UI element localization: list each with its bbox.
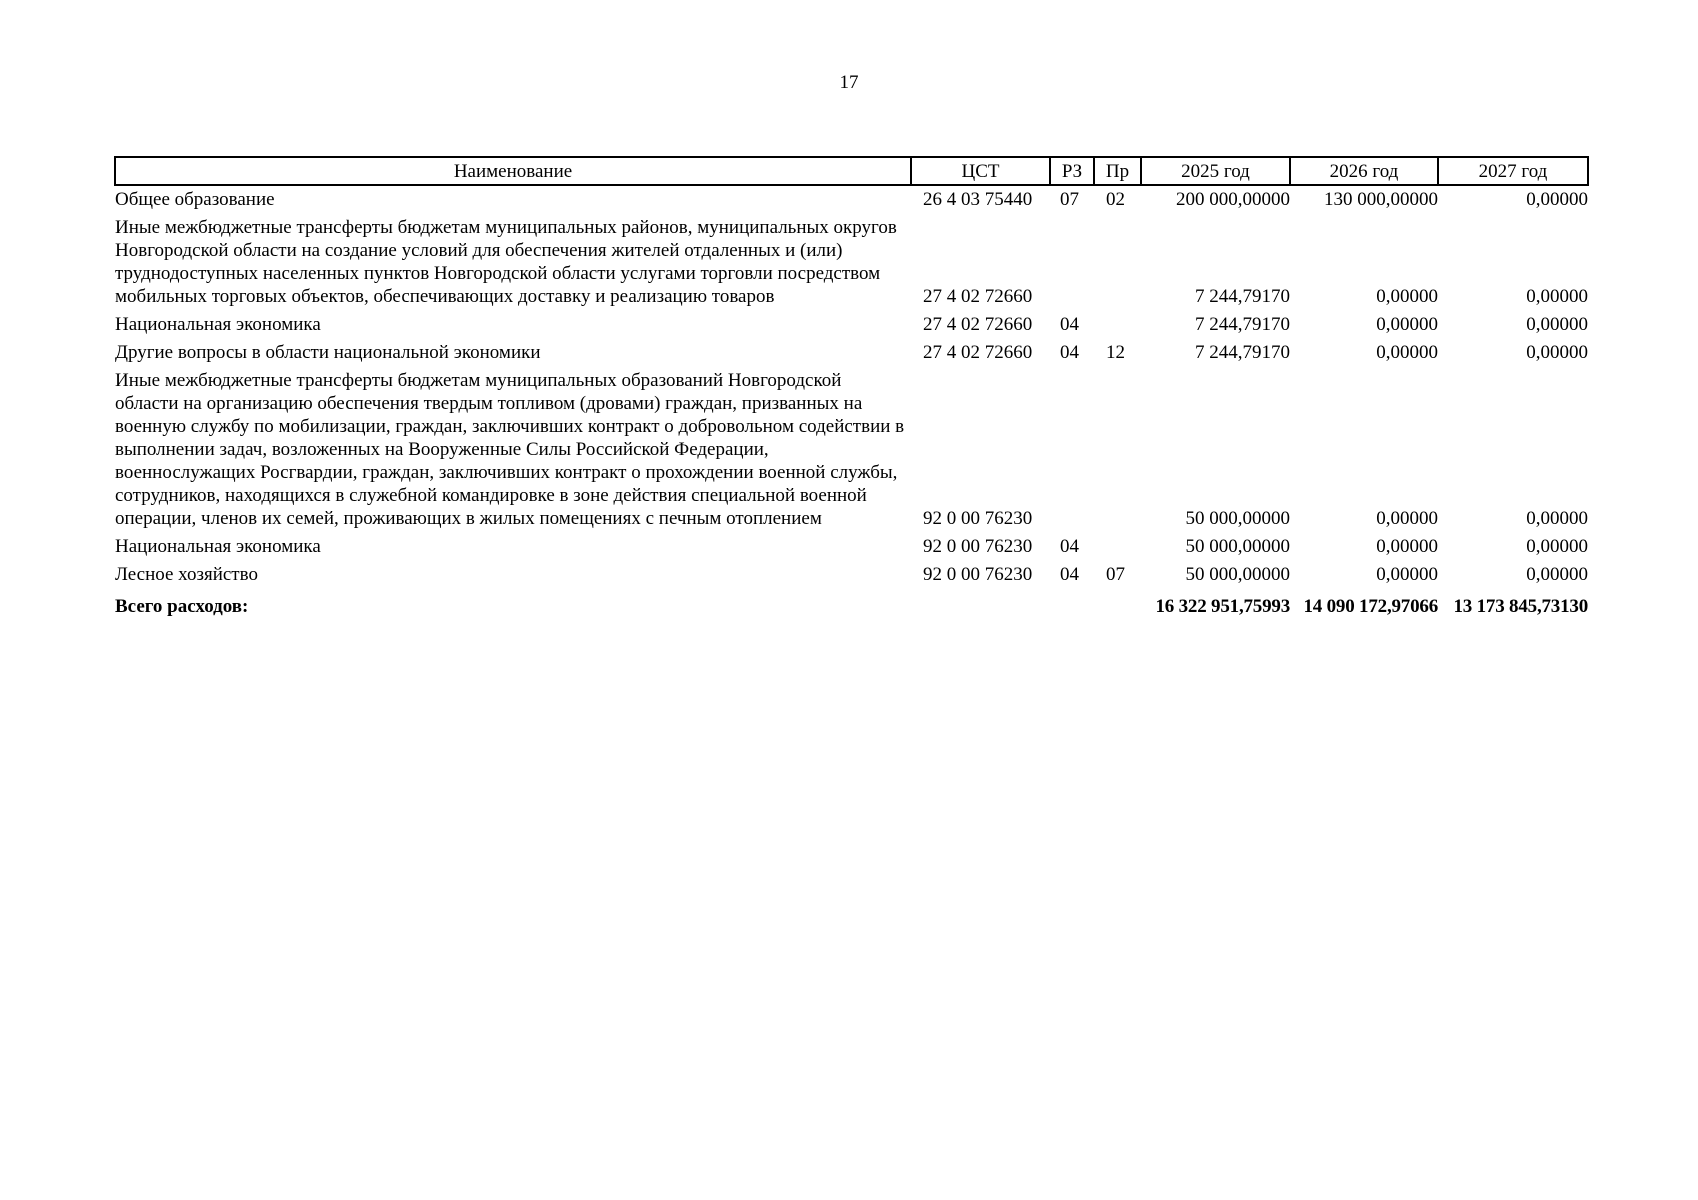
row-pr: [1094, 311, 1141, 339]
row-2025: 7 244,79170: [1195, 342, 1290, 363]
row-2027: 0,00000: [1526, 564, 1588, 585]
row-2026: 0,00000: [1376, 508, 1438, 529]
row-2027: 0,00000: [1526, 342, 1588, 363]
row-pr: [1094, 214, 1141, 311]
row-cst: 92 0 00 76230: [923, 508, 1033, 529]
row-name: Другие вопросы в области национальной экономики: [115, 342, 541, 363]
row-rz: 04: [1060, 536, 1079, 557]
total-pr-empty: [1094, 589, 1141, 618]
table-row: [115, 561, 1588, 589]
row-2025: 50 000,00000: [1185, 564, 1290, 585]
row-rz: 07: [1060, 189, 1079, 210]
table-row: [115, 214, 1588, 311]
row-rz: 04: [1060, 314, 1079, 335]
row-name: Иные межбюджетные трансферты бюджетам муниципальных районов, муниципальных округов Новгородской области на создание условий для обеспечения жителей отдаленных и (или) труднодоступных населенных пунктов Новгородской области услугами торговли посредством мобильных торговых объектов, обеспечивающих доставку и реализацию товаров: [115, 217, 897, 307]
table-row: [115, 185, 1588, 214]
row-2025: 200 000,00000: [1176, 189, 1290, 210]
total-2027: 13 173 845,73130: [1453, 596, 1588, 617]
row-2025: 7 244,79170: [1195, 286, 1290, 307]
table-row: [115, 533, 1588, 561]
row-rz: [1050, 214, 1094, 311]
row-2026: 0,00000: [1376, 342, 1438, 363]
table-row: [115, 339, 1588, 367]
row-2025: 50 000,00000: [1185, 536, 1290, 557]
row-cst: 27 4 02 72660: [923, 342, 1033, 363]
table-row: [115, 311, 1588, 339]
row-rz: 04: [1060, 342, 1079, 363]
table-row: [115, 367, 1588, 533]
row-pr: [1094, 533, 1141, 561]
row-2027: 0,00000: [1526, 314, 1588, 335]
table-header: [115, 157, 1588, 185]
row-pr: 12: [1106, 342, 1125, 363]
total-label: Всего расходов:: [115, 596, 249, 617]
total-2026: 14 090 172,97066: [1303, 596, 1438, 617]
row-cst: 92 0 00 76230: [923, 536, 1033, 557]
row-name: Национальная экономика: [115, 314, 321, 335]
header-cst: ЦСТ: [911, 157, 1050, 185]
page-number: 17: [839, 72, 859, 93]
row-pr: 07: [1106, 564, 1125, 585]
row-2025: 7 244,79170: [1195, 314, 1290, 335]
row-2026: 0,00000: [1376, 564, 1438, 585]
header-2027: 2027 год: [1438, 157, 1588, 185]
row-2025: 50 000,00000: [1185, 508, 1290, 529]
total-rz-empty: [1050, 589, 1094, 618]
row-cst: 26 4 03 75440: [923, 189, 1033, 210]
header-pr: Пр: [1094, 157, 1141, 185]
row-cst: 27 4 02 72660: [923, 314, 1033, 335]
row-cst: 27 4 02 72660: [923, 286, 1033, 307]
total-cst-empty: [911, 589, 1050, 618]
total-2025: 16 322 951,75993: [1155, 596, 1290, 617]
row-2027: 0,00000: [1526, 286, 1588, 307]
row-2027: 0,00000: [1526, 189, 1588, 210]
row-name: Иные межбюджетные трансферты бюджетам муниципальных образований Новгородской области на организацию обеспечения твердым топливом (дровами) граждан, призванных на военную службу по мобилизации, граждан, заключивших контракт о добровольном содействии в выполнении задач, возложенных на Вооруженные Силы Российской Федерации, военнослужащих Росгвардии, граждан, заключивших контракт о прохождении военной службы, сотрудников, находящихся в служебной командировке в зоне действия специальной военной операции, членов их семей, проживающих в жилых помещениях с печным отоплением: [115, 370, 905, 529]
row-2027: 0,00000: [1526, 536, 1588, 557]
row-name: Национальная экономика: [115, 536, 321, 557]
header-2025: 2025 год: [1141, 157, 1290, 185]
row-2026: 0,00000: [1376, 536, 1438, 557]
row-name: Общее образование: [115, 189, 275, 210]
row-pr: 02: [1106, 189, 1125, 210]
row-rz: 04: [1060, 564, 1079, 585]
row-cst: 92 0 00 76230: [923, 564, 1033, 585]
row-2026: 0,00000: [1376, 286, 1438, 307]
row-2026: 0,00000: [1376, 314, 1438, 335]
header-2026: 2026 год: [1290, 157, 1438, 185]
row-name: Лесное хозяйство: [115, 564, 258, 585]
row-rz: [1050, 367, 1094, 533]
row-2026: 130 000,00000: [1324, 189, 1438, 210]
row-2027: 0,00000: [1526, 508, 1588, 529]
row-pr: [1094, 367, 1141, 533]
total-row: [115, 589, 1588, 618]
expenditure-table: [114, 156, 1589, 618]
header-name: Наименование: [115, 157, 911, 185]
header-rz: РЗ: [1050, 157, 1094, 185]
